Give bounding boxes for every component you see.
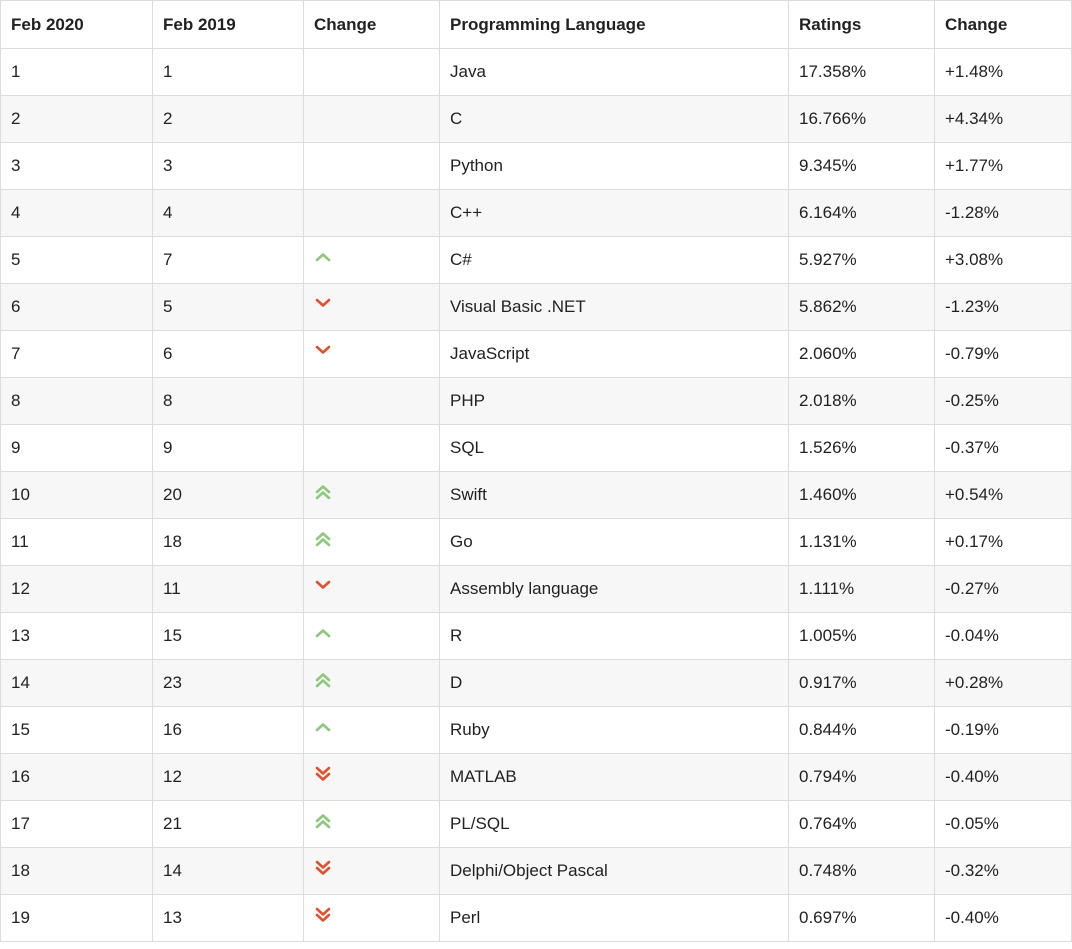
cell-change: -0.25% [935, 378, 1072, 425]
cell-rating: 1.460% [789, 472, 935, 519]
cell-trend [304, 801, 440, 848]
cell-rank-2020: 8 [1, 378, 153, 425]
cell-language: Perl [440, 895, 789, 942]
cell-change: +1.77% [935, 143, 1072, 190]
header-change-trend: Change [304, 1, 440, 49]
cell-rank-2019: 4 [153, 190, 304, 237]
chevron-down-icon [314, 577, 332, 593]
cell-language: MATLAB [440, 754, 789, 801]
cell-language: C# [440, 237, 789, 284]
cell-rank-2020: 17 [1, 801, 153, 848]
cell-rating: 1.131% [789, 519, 935, 566]
header-change-percent: Change [935, 1, 1072, 49]
chevron-down-icon [314, 342, 332, 358]
cell-rank-2020: 9 [1, 425, 153, 472]
cell-rank-2020: 13 [1, 613, 153, 660]
double-chevron-up-icon [314, 812, 332, 828]
cell-rank-2019: 13 [153, 895, 304, 942]
cell-language: C [440, 96, 789, 143]
cell-rank-2019: 20 [153, 472, 304, 519]
cell-change: -0.19% [935, 707, 1072, 754]
cell-language: SQL [440, 425, 789, 472]
cell-rank-2019: 11 [153, 566, 304, 613]
cell-change: -1.23% [935, 284, 1072, 331]
chevron-up-icon [314, 624, 332, 640]
cell-trend [304, 237, 440, 284]
table-row [1, 754, 1072, 801]
cell-change: +4.34% [935, 96, 1072, 143]
cell-trend [304, 425, 440, 472]
table-row [1, 331, 1072, 378]
table-row [1, 566, 1072, 613]
cell-change: -0.40% [935, 754, 1072, 801]
cell-rating: 0.748% [789, 848, 935, 895]
cell-trend [304, 378, 440, 425]
cell-language: R [440, 613, 789, 660]
cell-trend [304, 613, 440, 660]
cell-change: -0.27% [935, 566, 1072, 613]
header-ratings: Ratings [789, 1, 935, 49]
cell-trend [304, 519, 440, 566]
cell-change: +0.28% [935, 660, 1072, 707]
double-chevron-down-icon [314, 859, 332, 875]
cell-rank-2019: 21 [153, 801, 304, 848]
table-row [1, 284, 1072, 331]
cell-rank-2020: 3 [1, 143, 153, 190]
table-row [1, 425, 1072, 472]
table-row [1, 472, 1072, 519]
cell-trend [304, 566, 440, 613]
cell-change: -0.04% [935, 613, 1072, 660]
table-row [1, 96, 1072, 143]
cell-trend [304, 660, 440, 707]
cell-rank-2019: 1 [153, 49, 304, 96]
table-row [1, 237, 1072, 284]
cell-rating: 2.060% [789, 331, 935, 378]
cell-language: Delphi/Object Pascal [440, 848, 789, 895]
chevron-down-icon [314, 295, 332, 311]
cell-change: +0.54% [935, 472, 1072, 519]
table-row [1, 660, 1072, 707]
cell-trend [304, 707, 440, 754]
cell-trend [304, 143, 440, 190]
cell-rating: 0.844% [789, 707, 935, 754]
cell-rank-2019: 3 [153, 143, 304, 190]
cell-trend [304, 49, 440, 96]
table-body [1, 49, 1072, 942]
table-row [1, 613, 1072, 660]
cell-language: Java [440, 49, 789, 96]
cell-rank-2019: 18 [153, 519, 304, 566]
cell-language: D [440, 660, 789, 707]
double-chevron-down-icon [314, 906, 332, 922]
cell-rank-2020: 14 [1, 660, 153, 707]
cell-rating: 5.862% [789, 284, 935, 331]
cell-rank-2020: 5 [1, 237, 153, 284]
cell-language: Swift [440, 472, 789, 519]
cell-rank-2020: 6 [1, 284, 153, 331]
header-feb-2019: Feb 2019 [153, 1, 304, 49]
cell-change: -0.40% [935, 895, 1072, 942]
cell-rank-2019: 5 [153, 284, 304, 331]
cell-rating: 1.526% [789, 425, 935, 472]
cell-rank-2020: 2 [1, 96, 153, 143]
cell-language: Ruby [440, 707, 789, 754]
cell-language: JavaScript [440, 331, 789, 378]
cell-rank-2020: 12 [1, 566, 153, 613]
table-row [1, 848, 1072, 895]
cell-rank-2020: 15 [1, 707, 153, 754]
cell-language: Visual Basic .NET [440, 284, 789, 331]
cell-rating: 9.345% [789, 143, 935, 190]
cell-rank-2019: 7 [153, 237, 304, 284]
cell-trend [304, 848, 440, 895]
double-chevron-down-icon [314, 765, 332, 781]
chevron-up-icon [314, 718, 332, 734]
cell-rank-2020: 18 [1, 848, 153, 895]
cell-change: -0.37% [935, 425, 1072, 472]
cell-change: +0.17% [935, 519, 1072, 566]
cell-rank-2019: 16 [153, 707, 304, 754]
table-row [1, 143, 1072, 190]
cell-rank-2019: 14 [153, 848, 304, 895]
cell-trend [304, 96, 440, 143]
cell-rank-2019: 15 [153, 613, 304, 660]
cell-language: C++ [440, 190, 789, 237]
cell-rating: 0.794% [789, 754, 935, 801]
cell-change: -1.28% [935, 190, 1072, 237]
cell-rating: 1.005% [789, 613, 935, 660]
header-feb-2020: Feb 2020 [1, 1, 153, 49]
cell-language: PHP [440, 378, 789, 425]
cell-rating: 2.018% [789, 378, 935, 425]
cell-language: PL/SQL [440, 801, 789, 848]
cell-language: Assembly language [440, 566, 789, 613]
cell-rank-2020: 1 [1, 49, 153, 96]
cell-rating: 6.164% [789, 190, 935, 237]
cell-rating: 1.111% [789, 566, 935, 613]
table-row [1, 707, 1072, 754]
cell-change: -0.05% [935, 801, 1072, 848]
cell-rating: 16.766% [789, 96, 935, 143]
header-programming-language: Programming Language [440, 1, 789, 49]
cell-rank-2020: 16 [1, 754, 153, 801]
cell-rank-2019: 12 [153, 754, 304, 801]
cell-trend [304, 754, 440, 801]
cell-rating: 17.358% [789, 49, 935, 96]
double-chevron-up-icon [314, 671, 332, 687]
cell-rank-2019: 23 [153, 660, 304, 707]
cell-rating: 0.697% [789, 895, 935, 942]
cell-change: -0.79% [935, 331, 1072, 378]
table-row [1, 190, 1072, 237]
double-chevron-up-icon [314, 530, 332, 546]
cell-change: +3.08% [935, 237, 1072, 284]
cell-rating: 5.927% [789, 237, 935, 284]
cell-change: -0.32% [935, 848, 1072, 895]
table-row [1, 895, 1072, 942]
cell-trend [304, 895, 440, 942]
cell-rating: 0.764% [789, 801, 935, 848]
cell-rank-2020: 10 [1, 472, 153, 519]
table-row [1, 801, 1072, 848]
cell-rank-2019: 6 [153, 331, 304, 378]
cell-trend [304, 284, 440, 331]
cell-rank-2020: 11 [1, 519, 153, 566]
cell-rating: 0.917% [789, 660, 935, 707]
cell-trend [304, 472, 440, 519]
cell-rank-2019: 2 [153, 96, 304, 143]
table-row [1, 49, 1072, 96]
cell-language: Python [440, 143, 789, 190]
table-row [1, 519, 1072, 566]
cell-rank-2019: 9 [153, 425, 304, 472]
double-chevron-up-icon [314, 483, 332, 499]
cell-rank-2020: 7 [1, 331, 153, 378]
cell-trend [304, 331, 440, 378]
chevron-up-icon [314, 248, 332, 264]
cell-trend [304, 190, 440, 237]
cell-change: +1.48% [935, 49, 1072, 96]
cell-rank-2020: 4 [1, 190, 153, 237]
header-row [1, 1, 1072, 49]
table-row [1, 378, 1072, 425]
cell-rank-2020: 19 [1, 895, 153, 942]
cell-language: Go [440, 519, 789, 566]
cell-rank-2019: 8 [153, 378, 304, 425]
